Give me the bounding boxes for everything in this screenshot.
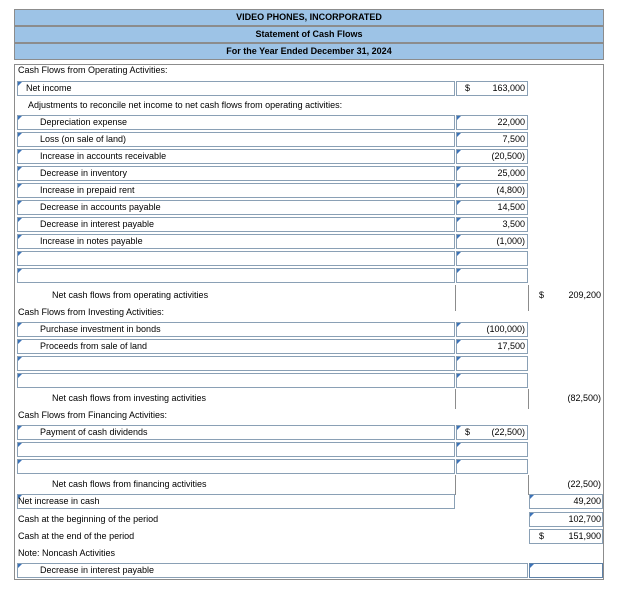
operating-total-dollar: $ bbox=[539, 290, 545, 300]
op-empty-label-field[interactable] bbox=[17, 268, 455, 283]
op-item-label: Decrease in accounts payable bbox=[40, 202, 161, 212]
column-divider bbox=[455, 389, 456, 409]
investing-total-value: (82,500) bbox=[567, 393, 601, 403]
op-item-value: 14,500 bbox=[497, 202, 525, 212]
noncash-item-label: Decrease in interest payable bbox=[40, 565, 155, 575]
noncash-amount-field[interactable] bbox=[529, 563, 603, 578]
inv-item-label: Proceeds from sale of land bbox=[40, 341, 148, 351]
end-cash-value: 151,900 bbox=[568, 531, 601, 541]
beginning-cash-label: Cash at the beginning of the period bbox=[18, 514, 159, 524]
fin-item-label: Payment of cash dividends bbox=[40, 427, 148, 437]
inv-empty-label-field[interactable] bbox=[17, 373, 455, 388]
net-income-value: 163,000 bbox=[492, 83, 525, 93]
op-item-value: (20,500) bbox=[491, 151, 525, 161]
noncash-heading: Note: Noncash Activities bbox=[18, 548, 116, 558]
op-item-label: Depreciation expense bbox=[40, 117, 128, 127]
op-item-label: Increase in notes payable bbox=[40, 236, 143, 246]
adjustments-label: Adjustments to reconcile net income to net cash flows from operating activities: bbox=[28, 100, 343, 110]
period-title: For the Year Ended December 31, 2024 bbox=[14, 43, 604, 60]
company-title: VIDEO PHONES, INCORPORATED bbox=[14, 9, 604, 26]
op-item-label: Increase in accounts receivable bbox=[40, 151, 167, 161]
net-income-label-field[interactable] bbox=[17, 81, 455, 96]
financing-heading: Cash Flows from Financing Activities: bbox=[18, 410, 168, 420]
column-divider bbox=[455, 285, 456, 311]
inv-empty-amount-field[interactable] bbox=[456, 373, 528, 388]
investing-heading: Cash Flows from Investing Activities: bbox=[18, 307, 165, 317]
op-item-label: Decrease in inventory bbox=[40, 168, 128, 178]
operating-total-label: Net cash flows from operating activities bbox=[52, 290, 209, 300]
beginning-cash-value: 102,700 bbox=[568, 514, 601, 524]
fin-empty-amount-field[interactable] bbox=[456, 442, 528, 457]
op-item-value: (1,000) bbox=[496, 236, 525, 246]
investing-total-label: Net cash flows from investing activities bbox=[52, 393, 207, 403]
op-item-value: 22,000 bbox=[497, 117, 525, 127]
end-cash-label: Cash at the end of the period bbox=[18, 531, 135, 541]
inv-empty-amount-field[interactable] bbox=[456, 356, 528, 371]
op-item-value: (4,800) bbox=[496, 185, 525, 195]
fin-item-dollar: $ bbox=[465, 427, 471, 437]
statement-title: Statement of Cash Flows bbox=[14, 26, 604, 43]
net-income-dollar: $ bbox=[465, 83, 471, 93]
column-divider bbox=[528, 389, 529, 409]
op-item-label: Loss (on sale of land) bbox=[40, 134, 127, 144]
op-item-value: 7,500 bbox=[502, 134, 525, 144]
inv-empty-label-field[interactable] bbox=[17, 356, 455, 371]
inv-item-value: 17,500 bbox=[497, 341, 525, 351]
op-item-label: Decrease in interest payable bbox=[40, 219, 155, 229]
end-cash-dollar: $ bbox=[539, 531, 545, 541]
fin-empty-amount-field[interactable] bbox=[456, 459, 528, 474]
net-income-label: Net income bbox=[26, 83, 72, 93]
inv-item-value: (100,000) bbox=[486, 324, 525, 334]
column-divider bbox=[528, 285, 529, 311]
financing-total-value: (22,500) bbox=[567, 479, 601, 489]
op-empty-amount-field[interactable] bbox=[456, 268, 528, 283]
operating-total-value: 209,200 bbox=[568, 290, 601, 300]
op-item-value: 25,000 bbox=[497, 168, 525, 178]
fin-empty-label-field[interactable] bbox=[17, 442, 455, 457]
inv-item-label: Purchase investment in bonds bbox=[40, 324, 161, 334]
net-increase-label: Net increase in cash bbox=[18, 496, 100, 506]
financing-total-label: Net cash flows from financing activities bbox=[52, 479, 207, 489]
op-item-value: 3,500 bbox=[502, 219, 525, 229]
op-item-label: Increase in prepaid rent bbox=[40, 185, 135, 195]
operating-heading: Cash Flows from Operating Activities: bbox=[18, 65, 168, 75]
op-empty-label-field[interactable] bbox=[17, 251, 455, 266]
net-increase-value: 49,200 bbox=[573, 496, 601, 506]
fin-item-value: (22,500) bbox=[491, 427, 525, 437]
op-empty-amount-field[interactable] bbox=[456, 251, 528, 266]
column-divider bbox=[455, 475, 456, 495]
fin-empty-label-field[interactable] bbox=[17, 459, 455, 474]
column-divider bbox=[528, 475, 529, 495]
